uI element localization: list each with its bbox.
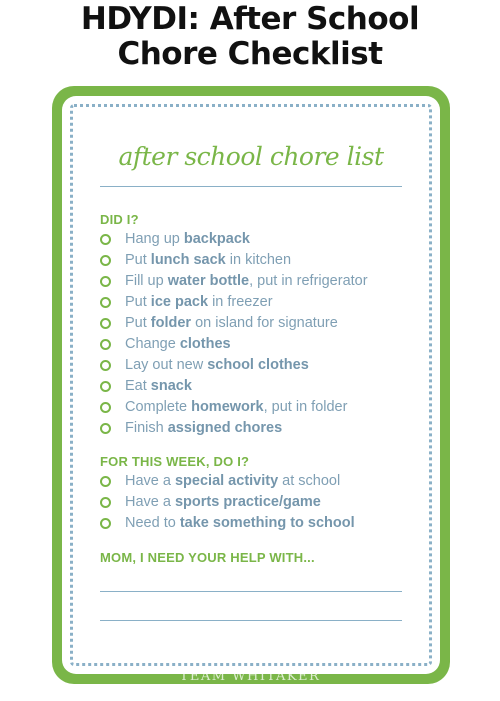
checklist-item-text (125, 418, 282, 439)
checklist-item (100, 471, 420, 492)
item-keyword: backpack (183, 231, 250, 247)
checklist-item-text (125, 397, 347, 418)
page-title (0, 2, 500, 72)
checklist-item-text (125, 292, 273, 313)
circle-bullet-icon (100, 255, 111, 266)
item-text-part: in freezer (208, 294, 273, 310)
section-this-week (100, 453, 420, 534)
checklist-item (100, 229, 420, 250)
item-keyword: water bottle (167, 273, 250, 289)
checklist-item (100, 292, 420, 313)
item-keyword: lunch sack (150, 252, 226, 268)
item-text-part: Change (125, 336, 180, 352)
item-keyword: sports practice/game (174, 494, 321, 510)
item-text-part: on island for signature (191, 315, 338, 331)
item-keyword: clothes (179, 336, 231, 352)
checklist-item (100, 250, 420, 271)
checklist-item (100, 334, 420, 355)
checklist-item (100, 271, 420, 292)
item-keyword: homework (191, 399, 264, 415)
checklist-item-text (125, 376, 192, 397)
circle-bullet-icon (100, 381, 111, 392)
checklist-item (100, 397, 420, 418)
checklist-item-text (125, 250, 291, 271)
checklist-title: after school chore list (118, 142, 384, 171)
circle-bullet-icon (100, 402, 111, 413)
circle-bullet-icon (100, 423, 111, 434)
item-text-part: Eat (125, 378, 151, 394)
item-text-part: Have a (125, 473, 175, 489)
checklist-item (100, 492, 420, 513)
checklist-item-text (125, 355, 309, 376)
watermark: TEAM WHITAKER (179, 669, 321, 684)
section-heading: MOM, I NEED YOUR HELP WITH... (100, 550, 315, 565)
checklist-item (100, 313, 420, 334)
item-text-part: , put in folder (263, 399, 348, 415)
item-text-part: in kitchen (225, 252, 292, 268)
item-keyword: school clothes (207, 357, 309, 373)
checklist-items (100, 229, 420, 439)
checklist-card (52, 86, 450, 684)
section-heading: FOR THIS WEEK, DO I? (100, 454, 250, 469)
checklist-item-text (125, 513, 355, 534)
item-text-part: Fill up (125, 273, 168, 289)
checklist-item-text (125, 313, 338, 334)
section-help (100, 549, 420, 567)
item-text-part: Complete (125, 399, 192, 415)
circle-bullet-icon (100, 497, 111, 508)
checklist-item-text (125, 492, 321, 513)
circle-bullet-icon (100, 360, 111, 371)
circle-bullet-icon (100, 518, 111, 529)
item-keyword: folder (150, 315, 192, 331)
page-title-line-1: HDYDI: After School (80, 1, 420, 37)
item-keyword: assigned chores (167, 420, 283, 436)
item-text-part: Put (125, 315, 151, 331)
item-text-part: Have a (125, 494, 175, 510)
circle-bullet-icon (100, 339, 111, 350)
checklist-card-inner (62, 96, 440, 674)
checklist-item (100, 513, 420, 534)
checklist-item (100, 355, 420, 376)
circle-bullet-icon (100, 318, 111, 329)
item-text-part: Finish (125, 420, 168, 436)
item-text-part: Lay out new (125, 357, 208, 373)
page-title-line-2: Chore Checklist (117, 36, 383, 72)
item-text-part: Need to (125, 515, 180, 531)
writing-line (100, 591, 402, 592)
item-keyword: ice pack (150, 294, 209, 310)
section-did-i (100, 211, 420, 439)
title-divider (100, 186, 402, 187)
circle-bullet-icon (100, 276, 111, 287)
item-keyword: take something to school (179, 515, 355, 531)
checklist-items (100, 471, 420, 534)
circle-bullet-icon (100, 297, 111, 308)
item-text-part: Put (125, 294, 151, 310)
section-heading: DID I? (100, 212, 139, 227)
item-text-part: at school (278, 473, 341, 489)
checklist-item-text (125, 471, 340, 492)
checklist-item (100, 376, 420, 397)
checklist-item (100, 418, 420, 439)
item-text-part: , put in refrigerator (249, 273, 368, 289)
item-text-part: Hang up (125, 231, 184, 247)
item-keyword: special activity (174, 473, 279, 489)
item-keyword: snack (150, 378, 192, 394)
circle-bullet-icon (100, 476, 111, 487)
checklist-item-text (125, 229, 250, 250)
item-text-part: Put (125, 252, 151, 268)
writing-line (100, 620, 402, 621)
circle-bullet-icon (100, 234, 111, 245)
checklist-item-text (125, 271, 368, 292)
checklist-item-text (125, 334, 231, 355)
